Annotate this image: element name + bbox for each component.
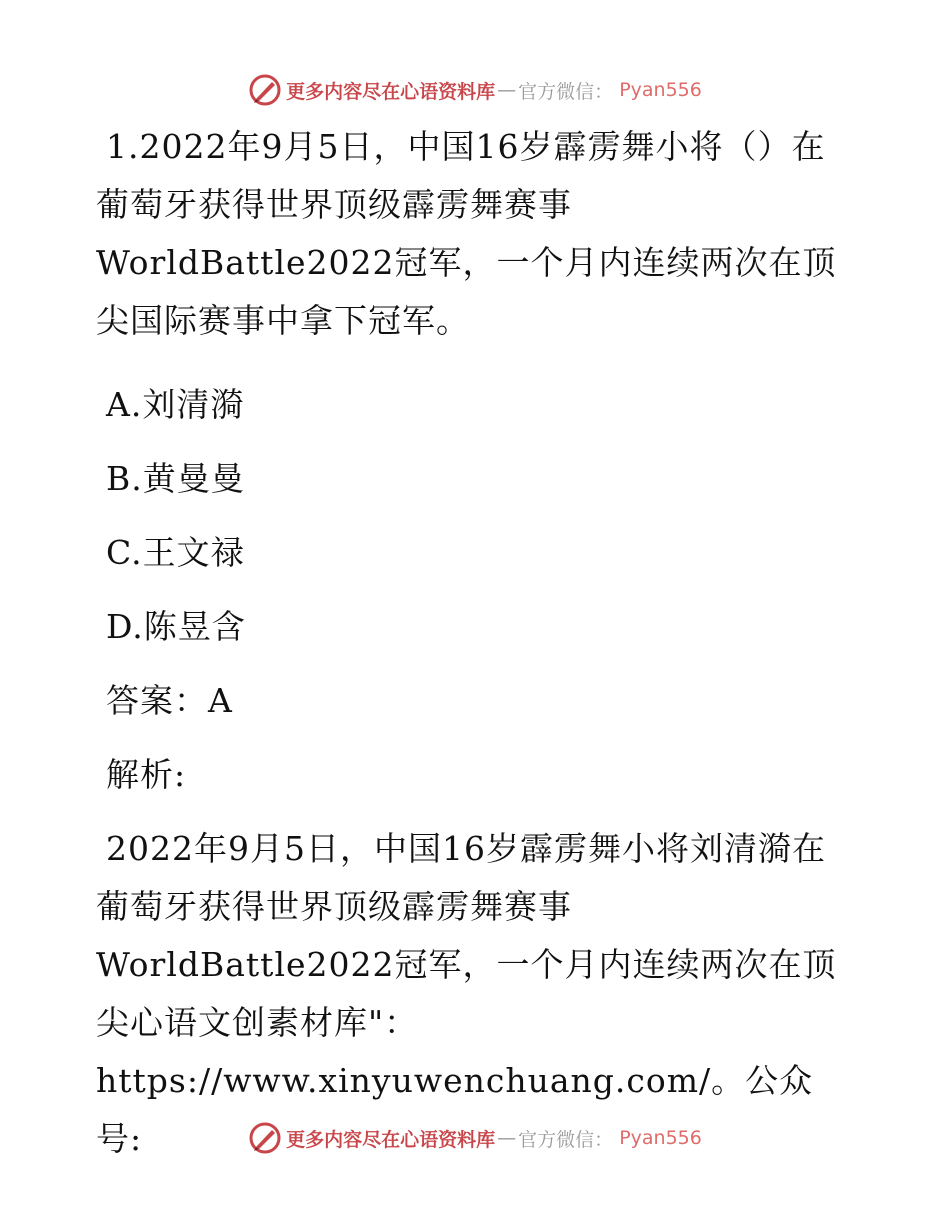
header-banner xyxy=(0,70,950,110)
quill-pen-logo-icon xyxy=(248,1121,282,1155)
banner-separator: — xyxy=(497,1127,517,1149)
analysis-text: 2022年9月5日，中国16岁霹雳舞小将刘清漪在葡萄牙获得世界顶级霹雳舞赛事WorldBattle2022冠军，一个月内连续两次在顶尖心语文创素材库"：https://www.xinyuwenchuang.com/。公众号: xyxy=(96,829,837,1158)
wechat-label: 官方微信： xyxy=(518,1128,614,1151)
analysis-label: 解析: xyxy=(106,755,187,794)
question-text: 1.2022年9月5日，中国16岁霹雳舞小将（）在葡萄牙获得世界顶级霹雳舞赛事WorldBattle2022冠军，一个月内连续两次在顶尖国际赛事中拿下冠军。 xyxy=(96,127,837,340)
option-b: B.黄曼曼 xyxy=(106,459,245,498)
quill-pen-logo-icon xyxy=(248,73,282,107)
brand-text: 更多内容尽在心语资料库 xyxy=(286,1128,496,1151)
option-c: C.王文禄 xyxy=(106,533,245,572)
option-a: A.刘清漪 xyxy=(106,385,245,424)
wechat-label: 官方微信： xyxy=(518,80,614,103)
option-d: D.陈昱含 xyxy=(106,607,246,646)
wechat-id: Pyan556 xyxy=(619,79,702,101)
answer-text: 答案：A xyxy=(106,681,233,720)
document-body xyxy=(96,118,856,1168)
banner-separator: — xyxy=(497,79,517,101)
brand-text: 更多内容尽在心语资料库 xyxy=(286,80,496,103)
wechat-id: Pyan556 xyxy=(619,1127,702,1149)
footer-banner xyxy=(0,1118,950,1158)
